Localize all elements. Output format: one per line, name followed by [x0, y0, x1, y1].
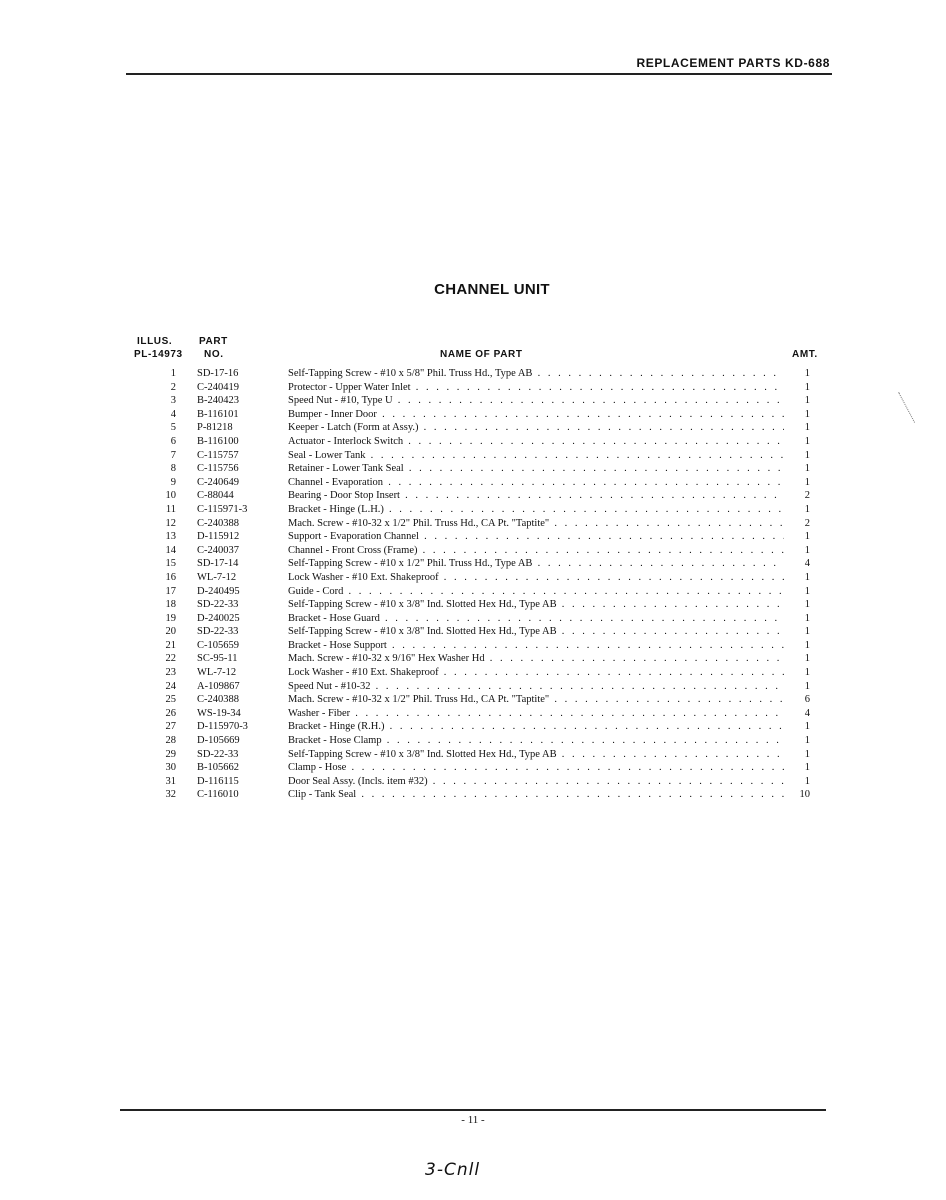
table-row	[0, 639, 946, 653]
illus-cell: 32	[165, 789, 176, 801]
part-number-cell: A-109867	[197, 680, 240, 692]
part-name-cell: Guide - Cord . . .	[288, 585, 784, 599]
part-name-cell: Bumper - Inner Door . . .	[288, 408, 784, 422]
part-number-cell: D-240025	[197, 612, 240, 624]
amount-cell: 1	[804, 531, 810, 543]
part-name-cell: Speed Nut - #10-32 . . .	[288, 680, 784, 694]
part-name-cell: Retainer - Lower Tank Seal . . .	[288, 462, 784, 476]
amount-cell: 1	[804, 476, 810, 488]
table-row	[0, 788, 946, 802]
illus-cell: 23	[165, 667, 176, 679]
table-row	[0, 489, 946, 503]
illus-cell: 12	[165, 517, 176, 529]
part-name-cell: Mach. Screw - #10-32 x 1/2" Phil. Truss Hd., CA Pt. "Taptite" . . .	[288, 517, 784, 531]
part-name-cell: Lock Washer - #10 Ext. Shakeproof . . .	[288, 666, 784, 680]
column-header-name: NAME OF PART	[440, 349, 523, 360]
illus-cell: 8	[170, 463, 176, 475]
illus-cell: 25	[165, 694, 176, 706]
table-row	[0, 680, 946, 694]
amount-cell: 1	[804, 585, 810, 597]
part-number-cell: WS-19-34	[197, 707, 241, 719]
part-number-cell: C-240388	[197, 694, 239, 706]
illus-cell: 20	[165, 626, 176, 638]
illus-cell: 19	[165, 612, 176, 624]
table-row	[0, 625, 946, 639]
table-row	[0, 421, 946, 435]
amount-cell: 1	[804, 395, 810, 407]
amount-cell: 1	[804, 463, 810, 475]
part-number-cell: D-115970-3	[197, 721, 248, 733]
amount-cell: 4	[804, 707, 810, 719]
illus-cell: 18	[165, 599, 176, 611]
table-row	[0, 585, 946, 599]
part-number-cell: C-115971-3	[197, 503, 248, 515]
part-number-cell: SD-22-33	[197, 748, 239, 760]
amount-cell: 1	[804, 449, 810, 461]
part-number-cell: C-240388	[197, 517, 239, 529]
table-row	[0, 652, 946, 666]
amount-cell: 1	[804, 599, 810, 611]
amount-cell: 1	[804, 368, 810, 379]
table-row	[0, 734, 946, 748]
part-name-cell: Bracket - Hose Guard . . .	[288, 612, 784, 626]
amount-cell: 1	[804, 653, 810, 665]
part-number-cell: WL-7-12	[197, 667, 237, 679]
amount-cell: 1	[804, 544, 810, 556]
part-number-cell: B-116101	[197, 408, 239, 420]
part-number-cell: SD-17-16	[197, 368, 239, 379]
part-name-cell: Self-Tapping Screw - #10 x 1/2" Phil. Truss Hd., Type AB . . .	[288, 557, 784, 571]
amount-cell: 6	[804, 694, 810, 706]
amount-cell: 1	[804, 775, 810, 787]
part-number-cell: B-240423	[197, 395, 239, 407]
illus-cell: 3	[170, 395, 176, 407]
part-name-cell: Channel - Front Cross (Frame) . . .	[288, 544, 784, 558]
illus-cell: 14	[165, 544, 176, 556]
amount-cell: 4	[804, 558, 810, 570]
part-number-cell: B-116100	[197, 435, 239, 447]
amount-cell: 1	[804, 639, 810, 651]
table-row	[0, 598, 946, 612]
part-name-cell: Mach. Screw - #10-32 x 9/16" Hex Washer Hd . . .	[288, 652, 784, 666]
table-row	[0, 720, 946, 734]
table-row	[0, 435, 946, 449]
parts-table	[0, 367, 946, 802]
page-number: - 11 -	[461, 1114, 485, 1126]
table-row	[0, 761, 946, 775]
part-number-cell: WL-7-12	[197, 571, 237, 583]
table-row	[0, 449, 946, 463]
table-row	[0, 748, 946, 762]
part-number-cell: B-105662	[197, 762, 239, 774]
part-name-cell: Self-Tapping Screw - #10 x 3/8" Ind. Slotted Hex Hd., Type AB . . .	[288, 748, 784, 762]
illus-cell: 17	[165, 585, 176, 597]
part-name-cell: Seal - Lower Tank . . .	[288, 449, 784, 463]
illus-cell: 5	[170, 422, 176, 434]
part-name-cell: Clip - Tank Seal . . .	[288, 788, 784, 802]
amount-cell: 1	[804, 667, 810, 679]
handwritten-note: 3-Cnll	[425, 1160, 481, 1180]
amount-cell: 1	[804, 748, 810, 760]
part-number-cell: SD-17-14	[197, 558, 239, 570]
part-number-cell: C-116010	[197, 789, 239, 801]
amount-cell: 1	[804, 680, 810, 692]
illus-cell: 28	[165, 735, 176, 747]
table-row	[0, 408, 946, 422]
part-name-cell: Bracket - Hose Clamp . . .	[288, 734, 784, 748]
part-name-cell: Mach. Screw - #10-32 x 1/2" Phil. Truss Hd., CA Pt. "Taptite" . . .	[288, 693, 784, 707]
part-name-cell: Lock Washer - #10 Ext. Shakeproof . . .	[288, 571, 784, 585]
top-rule	[126, 73, 832, 75]
part-name-cell: Bracket - Hinge (R.H.) . . .	[288, 720, 784, 734]
table-row	[0, 666, 946, 680]
illus-cell: 13	[165, 531, 176, 543]
column-header-part: PART	[199, 336, 228, 347]
part-name-cell: Washer - Fiber . . .	[288, 707, 784, 721]
illus-cell: 11	[165, 503, 176, 515]
table-row	[0, 394, 946, 408]
amount-cell: 2	[804, 517, 810, 529]
amount-cell: 10	[799, 789, 810, 801]
amount-cell: 1	[804, 408, 810, 420]
amount-cell: 1	[804, 735, 810, 747]
part-number-cell: C-240419	[197, 381, 239, 393]
part-number-cell: D-105669	[197, 735, 240, 747]
illus-cell: 1	[170, 368, 176, 379]
illus-cell: 21	[165, 639, 176, 651]
amount-cell: 2	[804, 490, 810, 502]
part-number-cell: SD-22-33	[197, 599, 239, 611]
part-name-cell: Self-Tapping Screw - #10 x 3/8" Ind. Slotted Hex Hd., Type AB . . .	[288, 598, 784, 612]
illus-cell: 4	[170, 408, 176, 420]
amount-cell: 1	[804, 762, 810, 774]
table-row	[0, 462, 946, 476]
table-row	[0, 503, 946, 517]
part-number-cell: P-81218	[197, 422, 233, 434]
table-row	[0, 693, 946, 707]
illus-cell: 7	[170, 449, 176, 461]
table-row	[0, 775, 946, 789]
part-name-cell: Keeper - Latch (Form at Assy.) . . .	[288, 421, 784, 435]
illus-cell: 10	[165, 490, 176, 502]
table-row	[0, 381, 946, 395]
part-number-cell: C-88044	[197, 490, 234, 502]
section-title: CHANNEL UNIT	[434, 281, 550, 298]
amount-cell: 1	[804, 571, 810, 583]
table-row	[0, 557, 946, 571]
table-row	[0, 476, 946, 490]
illus-cell: 26	[165, 707, 176, 719]
table-row	[0, 530, 946, 544]
amount-cell: 1	[804, 435, 810, 447]
part-number-cell: C-115756	[197, 463, 239, 475]
column-header-illus: ILLUS.	[137, 336, 173, 347]
illus-cell: 30	[165, 762, 176, 774]
illus-cell: 15	[165, 558, 176, 570]
part-number-cell: C-240649	[197, 476, 239, 488]
part-name-cell: Actuator - Interlock Switch . . .	[288, 435, 784, 449]
amount-cell: 1	[804, 381, 810, 393]
amount-cell: 1	[804, 721, 810, 733]
part-name-cell: Door Seal Assy. (Incls. item #32) . . .	[288, 775, 784, 789]
table-row	[0, 707, 946, 721]
table-row	[0, 571, 946, 585]
illus-cell: 22	[165, 653, 176, 665]
part-name-cell: Self-Tapping Screw - #10 x 3/8" Ind. Slotted Hex Hd., Type AB . . .	[288, 625, 784, 639]
amount-cell: 1	[804, 612, 810, 624]
illus-cell: 27	[165, 721, 176, 733]
amount-cell: 1	[804, 422, 810, 434]
part-name-cell: Support - Evaporation Channel . . .	[288, 530, 784, 544]
part-number-cell: C-105659	[197, 639, 239, 651]
column-header-amt: AMT.	[792, 349, 818, 360]
part-name-cell: Speed Nut - #10, Type U . . .	[288, 394, 784, 408]
illus-cell: 29	[165, 748, 176, 760]
table-row	[0, 544, 946, 558]
part-number-cell: D-115912	[197, 531, 240, 543]
illus-cell: 24	[165, 680, 176, 692]
illus-cell: 31	[165, 775, 176, 787]
part-number-cell: C-115757	[197, 449, 239, 461]
part-number-cell: D-116115	[197, 775, 239, 787]
column-header-illus-plate: PL-14973	[134, 349, 183, 360]
part-name-cell: Self-Tapping Screw - #10 x 5/8" Phil. Truss Hd., Type AB . . .	[288, 367, 784, 381]
part-name-cell: Bracket - Hinge (L.H.) . . .	[288, 503, 784, 517]
illus-cell: 6	[170, 435, 176, 447]
part-name-cell: Channel - Evaporation . . .	[288, 476, 784, 490]
illus-cell: 9	[170, 476, 176, 488]
part-number-cell: SC-95-11	[197, 653, 238, 665]
table-row	[0, 517, 946, 531]
illus-cell: 2	[170, 381, 176, 393]
part-name-cell: Bearing - Door Stop Insert . . .	[288, 489, 784, 503]
column-header-part-no: NO.	[204, 349, 224, 360]
bottom-rule	[120, 1109, 826, 1111]
header-title: REPLACEMENT PARTS KD-688	[636, 56, 830, 70]
part-number-cell: SD-22-33	[197, 626, 239, 638]
part-number-cell: C-240037	[197, 544, 239, 556]
illus-cell: 16	[165, 571, 176, 583]
part-number-cell: D-240495	[197, 585, 240, 597]
part-name-cell: Protector - Upper Water Inlet . . .	[288, 381, 784, 395]
amount-cell: 1	[804, 503, 810, 515]
table-row	[0, 612, 946, 626]
part-name-cell: Clamp - Hose . . .	[288, 761, 784, 775]
table-row	[0, 367, 946, 381]
part-name-cell: Bracket - Hose Support . . .	[288, 639, 784, 653]
amount-cell: 1	[804, 626, 810, 638]
